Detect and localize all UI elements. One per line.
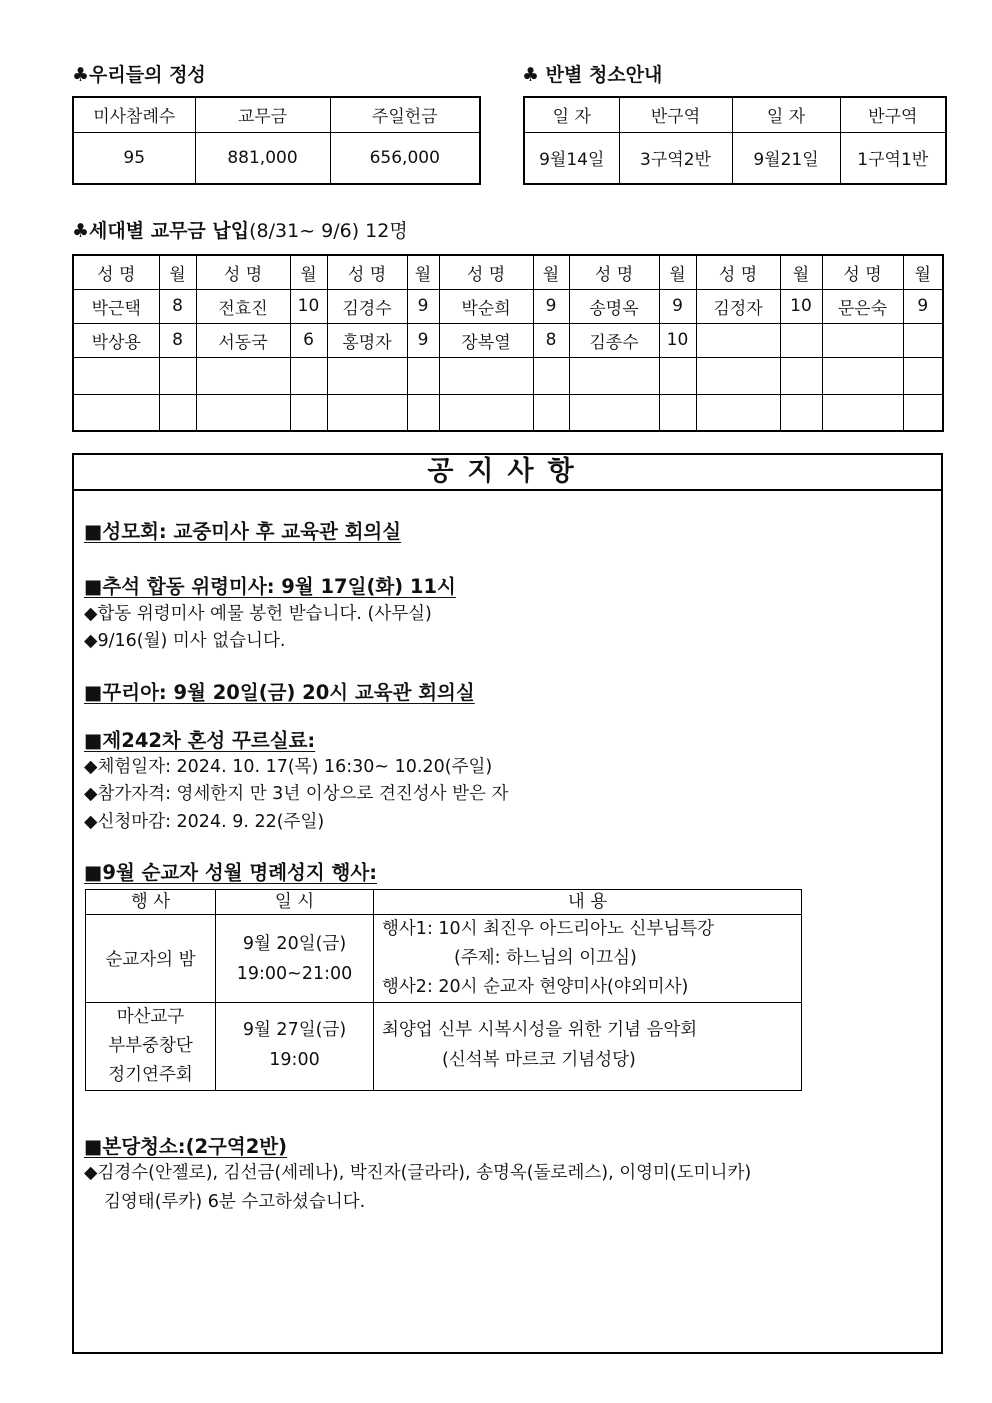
event-time: 19:00 [269, 1050, 320, 1070]
dues-name-cell [73, 394, 159, 431]
dues-name-cell [439, 357, 533, 394]
dues-name-cell: 김종수 [569, 323, 659, 357]
notice-cursillo-line-2: ◆참가자격: 영세한지 만 3년 이상으로 견진성사 받은 자 [84, 784, 509, 804]
offerings-attendance-value: 95 [73, 132, 195, 184]
dues-name-cell [696, 394, 780, 431]
event-time: 19:00~21:00 [236, 963, 353, 984]
event-header-event: 행 사 [86, 890, 216, 915]
dues-name-cell [822, 394, 903, 431]
dues-month-cell: 9 [407, 323, 439, 357]
notice-cursillo-line-1: ◆체험일자: 2024. 10. 17(목) 16:30~ 10.20(주일) [84, 757, 493, 777]
dues-name-cell [822, 323, 903, 357]
event-datetime-cell [216, 1003, 374, 1091]
dues-month-cell: 10 [290, 289, 327, 323]
dues-name-cell [439, 394, 533, 431]
notice-church-cleaning-line-2: 김영태(루카) 6분 수고하셨습니다. [104, 1192, 366, 1212]
event-header-content: 내 용 [374, 890, 802, 915]
dues-month-cell [159, 357, 196, 394]
dues-name-cell: 문은숙 [822, 289, 903, 323]
offerings-header-dues: 교무금 [195, 97, 330, 132]
event-name-line: 마산교구 [116, 1007, 185, 1027]
dues-month-cell [533, 357, 569, 394]
dues-header-month: 월 [533, 255, 569, 289]
dues-month-cell [407, 394, 439, 431]
dues-month-cell: 6 [290, 323, 327, 357]
notice-title: 공지사항 [74, 455, 941, 491]
dues-name-cell: 김경수 [327, 289, 407, 323]
dues-month-cell [159, 394, 196, 431]
event-content-line: (신석복 마르코 기념성당) [442, 1050, 636, 1070]
dues-table [72, 254, 944, 432]
dues-month-cell [659, 394, 696, 431]
dues-name-cell: 박근택 [73, 289, 159, 323]
event-date: 9월 20일(금) [242, 933, 347, 954]
dues-name-cell: 김정자 [696, 289, 780, 323]
notice-cursillo-line-3: ◆신청마감: 2024. 9. 22(주일) [84, 812, 325, 832]
notice-church-cleaning-line-1: ◆김경수(안젤로), 김선금(세레나), 박진자(글라라), 송명옥(돌로레스), 이영미(도미니카) [84, 1163, 752, 1183]
event-datetime-cell [216, 915, 374, 1003]
dues-month-cell [659, 357, 696, 394]
dues-header-month: 월 [159, 255, 196, 289]
event-content-line: (주제: 하느님의 이끄심) [454, 948, 637, 968]
offerings-dues-value: 881,000 [195, 132, 330, 184]
dues-month-cell: 10 [659, 323, 696, 357]
dues-name-cell: 서동국 [196, 323, 290, 357]
event-name: 순교자의 밤 [105, 950, 196, 970]
event-content-line: 최양업 신부 시복시성을 위한 기념 음악회 [382, 1020, 698, 1040]
dues-title [72, 216, 408, 243]
dues-header-month: 월 [659, 255, 696, 289]
offerings-title: ♣우리들의 정성 [72, 64, 206, 86]
dues-name-cell [73, 357, 159, 394]
event-name-cell [86, 915, 216, 1003]
event-content-line: 행사1: 10시 최진우 아드리아노 신부님특강 [382, 919, 715, 939]
event-header-datetime: 일 시 [216, 890, 374, 915]
event-content-line: 행사2: 20시 순교자 현양미사(야외미사) [382, 977, 689, 997]
notice-cursillo-heading: ■제242차 혼성 꾸르실료: [84, 729, 316, 752]
event-row [86, 915, 802, 1003]
dues-month-cell: 9 [903, 289, 943, 323]
cleaning-header-date-1: 일 자 [524, 97, 619, 132]
dues-header-name: 성 명 [439, 255, 533, 289]
dues-header-month: 월 [903, 255, 943, 289]
dues-name-cell [196, 394, 290, 431]
notice-church-cleaning-heading: ■본당청소:(2구역2반) [84, 1135, 288, 1158]
dues-name-cell: 장복열 [439, 323, 533, 357]
dues-month-cell [780, 323, 822, 357]
dues-header-month: 월 [407, 255, 439, 289]
dues-name-cell [822, 357, 903, 394]
dues-header-month: 월 [780, 255, 822, 289]
dues-name-cell [196, 357, 290, 394]
event-row [86, 1003, 802, 1091]
cleaning-area-2: 1구역1반 [840, 132, 946, 184]
dues-month-cell [780, 394, 822, 431]
dues-name-cell [696, 323, 780, 357]
dues-name-cell [327, 357, 407, 394]
dues-name-cell: 송명옥 [569, 289, 659, 323]
event-content-cell [374, 1003, 802, 1091]
event-name-cell [86, 1003, 216, 1091]
dues-month-cell [903, 394, 943, 431]
dues-month-cell [903, 323, 943, 357]
dues-month-cell: 8 [159, 289, 196, 323]
dues-title-main: ♣세대별 교무금 납입 [72, 220, 250, 242]
notice-memorial-mass-heading: ■추석 합동 위령미사: 9월 17일(화) 11시 [84, 575, 456, 598]
dues-header-name: 성 명 [822, 255, 903, 289]
dues-month-cell: 9 [407, 289, 439, 323]
dues-month-cell [290, 357, 327, 394]
notice-curia-heading: ■꾸리아: 9월 20일(금) 20시 교육관 회의실 [84, 681, 475, 704]
offerings-table [72, 96, 481, 185]
cleaning-area-1: 3구역2반 [619, 132, 732, 184]
event-header-row [86, 890, 802, 915]
cleaning-title: ♣ 반별 청소안내 [522, 64, 663, 86]
dues-header-name: 성 명 [569, 255, 659, 289]
dues-month-cell [903, 357, 943, 394]
dues-month-cell: 8 [159, 323, 196, 357]
dues-header-month: 월 [290, 255, 327, 289]
dues-month-cell: 9 [533, 289, 569, 323]
cleaning-table [523, 96, 947, 185]
dues-header-name: 성 명 [196, 255, 290, 289]
dues-name-cell: 박순희 [439, 289, 533, 323]
dues-month-cell [290, 394, 327, 431]
cleaning-date-2: 9월21일 [732, 132, 840, 184]
notice-box [72, 453, 943, 1354]
dues-row-empty [73, 394, 943, 431]
dues-header-name: 성 명 [327, 255, 407, 289]
cleaning-header-area-2: 반구역 [840, 97, 946, 132]
event-date: 9월 27일(금) [242, 1020, 347, 1040]
dues-row-empty [73, 357, 943, 394]
dues-row [73, 289, 943, 323]
notice-mothers-society-heading: ■성모회: 교중미사 후 교육관 회의실 [84, 520, 402, 543]
event-content-cell [374, 915, 802, 1003]
dues-month-cell: 9 [659, 289, 696, 323]
offerings-header-attendance: 미사참례수 [73, 97, 195, 132]
dues-name-cell: 홍명자 [327, 323, 407, 357]
dues-title-period: (8/31~ 9/6) 12명 [249, 220, 408, 242]
dues-month-cell: 10 [780, 289, 822, 323]
event-name-line: 정기연주회 [108, 1065, 193, 1085]
martyrs-event-table [85, 889, 802, 1091]
dues-name-cell [327, 394, 407, 431]
event-name-line: 부부중창단 [108, 1036, 193, 1056]
notice-memorial-mass-line-1: ◆합동 위령미사 예물 봉헌 받습니다. (사무실) [84, 604, 432, 624]
dues-month-cell [407, 357, 439, 394]
dues-row [73, 323, 943, 357]
dues-header-name: 성 명 [73, 255, 159, 289]
dues-name-cell [696, 357, 780, 394]
cleaning-header-area-1: 반구역 [619, 97, 732, 132]
cleaning-date-1: 9월14일 [524, 132, 619, 184]
dues-name-cell [569, 357, 659, 394]
offerings-sunday-collection-value: 656,000 [330, 132, 480, 184]
dues-month-cell: 8 [533, 323, 569, 357]
notice-memorial-mass-line-2: ◆9/16(월) 미사 없습니다. [84, 631, 286, 651]
dues-month-cell [780, 357, 822, 394]
dues-name-cell [569, 394, 659, 431]
dues-header-name: 성 명 [696, 255, 780, 289]
dues-name-cell: 전효진 [196, 289, 290, 323]
dues-name-cell: 박상용 [73, 323, 159, 357]
dues-month-cell [533, 394, 569, 431]
offerings-header-sunday-collection: 주일헌금 [330, 97, 480, 132]
notice-martyrs-event-heading: ■9월 순교자 성월 명례성지 행사: [84, 861, 377, 884]
dues-header-row [73, 255, 943, 289]
cleaning-header-date-2: 일 자 [732, 97, 840, 132]
